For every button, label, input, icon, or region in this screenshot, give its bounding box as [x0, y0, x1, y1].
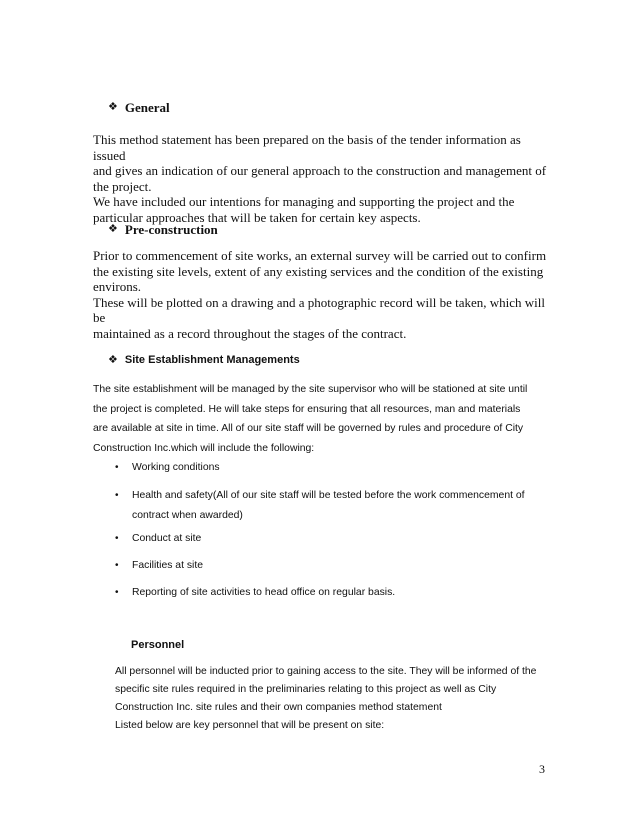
diamond-bullet-icon: ❖: [108, 354, 118, 366]
site-rules-list: [115, 458, 555, 605]
general-heading: [108, 100, 170, 116]
text-line: are available at site in time. All of our site staff will be governed by rules and procedure of City: [93, 423, 524, 434]
page-number: 3: [539, 762, 545, 776]
text-line: environs.: [93, 279, 142, 294]
text-line: Construction Inc. site rules and their own companies method statement: [115, 702, 442, 713]
list-item: [115, 556, 555, 583]
bullet-dot-icon: •: [115, 490, 119, 501]
bullet-dot-icon: •: [115, 462, 119, 473]
text-line: particular approaches that will be taken for certain key aspects.: [93, 209, 421, 225]
text-line: Listed below are key personnel that will be present on site:: [115, 720, 385, 731]
list-item-text: Working conditions: [132, 462, 220, 473]
text-line: Construction Inc.which will include the following:: [93, 442, 315, 454]
pre-construction-paragraph: [93, 248, 553, 341]
text-line: the project is completed. He will take steps for ensuring that all resources, man and materials: [93, 403, 521, 415]
text-line: maintained as a record throughout the stages of the contract.: [93, 325, 407, 341]
diamond-bullet-icon: ❖: [108, 223, 118, 235]
text-line: the project.: [93, 178, 152, 194]
list-item: [115, 458, 555, 486]
text-line: All personnel will be inducted prior to gaining access to the site. They will be informed of the: [115, 666, 537, 677]
text-line: Prior to commencement of site works, an external survey will be carried out to confirm: [93, 248, 547, 263]
general-paragraph: [93, 132, 553, 225]
text-line: The site establishment will be managed by the site supervisor who will be stationed at site until: [93, 384, 528, 395]
general-heading-text: General: [124, 100, 170, 115]
list-item-text: contract when awarded): [132, 509, 243, 521]
list-item: [115, 486, 555, 529]
text-line: This method statement has been prepared on the basis of the tender information as issued: [93, 132, 521, 163]
list-item: [115, 529, 555, 556]
site-establishment-heading-text: Site Establishment Managements: [124, 354, 300, 366]
list-item-text: Conduct at site: [132, 533, 202, 544]
personnel-heading-text: Personnel: [131, 639, 185, 651]
site-establishment-heading: [108, 351, 300, 371]
text-line: specific site rules required in the preliminaries relating to this project as well as City: [115, 684, 497, 695]
personnel-paragraph: [115, 663, 555, 735]
text-line: We have included our intentions for managing and supporting the project and the: [93, 194, 515, 209]
text-line: the existing site levels, extent of any existing services and the condition of the existing: [93, 263, 544, 279]
pre-construction-heading: [108, 222, 218, 238]
personnel-heading: [131, 636, 184, 656]
text-line: and gives an indication of our general approach to the construction and management of: [93, 163, 547, 178]
text-line: These will be plotted on a drawing and a photographic record will be taken, which will be: [93, 294, 545, 325]
bullet-dot-icon: •: [115, 560, 119, 571]
diamond-bullet-icon: ❖: [108, 101, 118, 113]
list-item: [115, 583, 555, 605]
list-item-text: Health and safety(All of our site staff will be tested before the work commencement of: [132, 490, 525, 501]
site-establishment-paragraph: [93, 380, 553, 458]
list-item-text: Facilities at site: [132, 560, 204, 571]
pre-construction-heading-text: Pre-construction: [124, 222, 218, 237]
bullet-dot-icon: •: [115, 533, 119, 544]
bullet-dot-icon: •: [115, 587, 119, 598]
list-item-text: Reporting of site activities to head office on regular basis.: [132, 587, 396, 598]
